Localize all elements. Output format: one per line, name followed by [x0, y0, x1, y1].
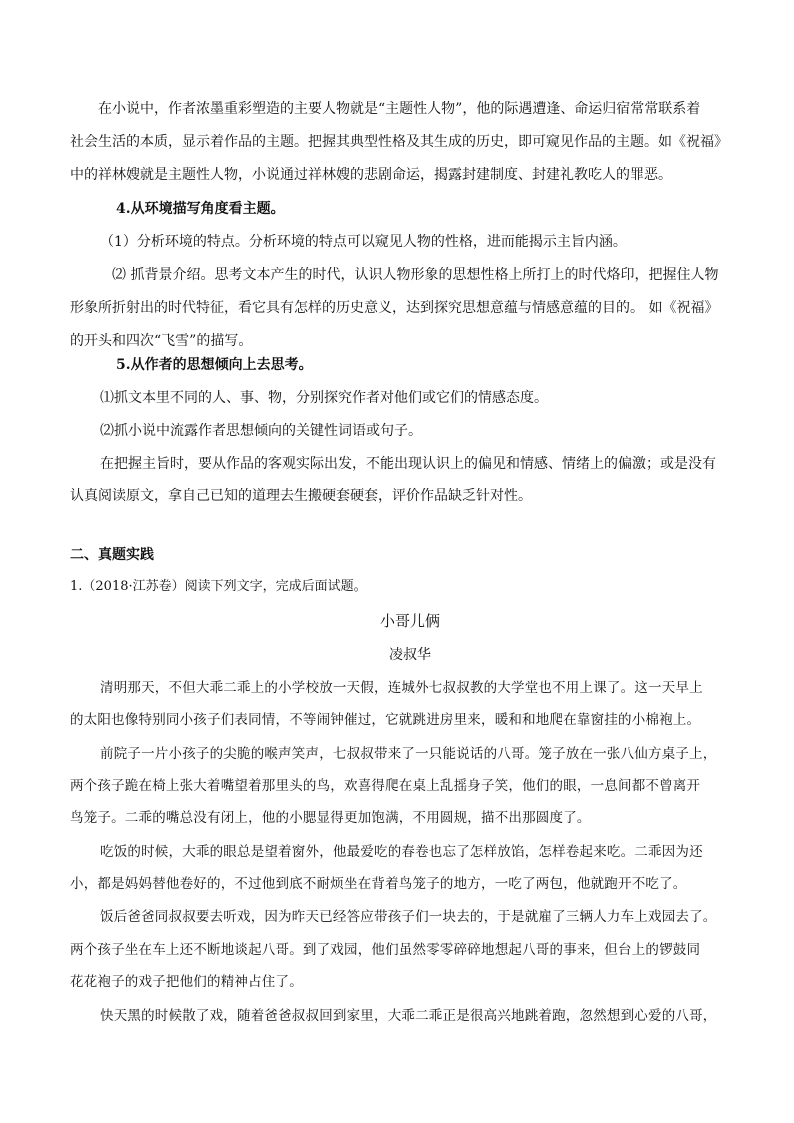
story-line: 清明那天，不但大乖二乖上的小学校放一天假，连城外七叔叔教的大学堂也不用上课了。这一天早上	[100, 680, 703, 696]
story-line: 吃饭的时候，大乖的眼总是望着窗外，他最爱吃的春卷也忘了怎样放馅，怎样卷起来吃。二乖因为还	[100, 844, 703, 860]
heading-4-item2-line2: 形象所折射出的时代特征，看它具有怎样的历史意义，达到探究思想意蕴与情感意蕴的目的。 如《祝福》	[70, 300, 719, 316]
intro-p1-line1: 在小说中，作者浓墨重彩塑造的主要人物就是“主题性人物”，他的际遇遭逢、命运归宿常常联系着	[98, 101, 701, 117]
heading-5: 5.从作者的思想倾向上去思考。	[116, 357, 313, 373]
heading-5-item1: ⑴抓文本里不同的人、事、物，分别探究作者对他们或它们的情感态度。	[100, 390, 548, 406]
story-line: 两个孩子坐在车上还不断地谈起八哥。到了戏园，他们虽然零零碎碎地想起八哥的事来，但台上的锣鼓同	[70, 942, 701, 958]
story-line: 的太阳也像特别同小孩子们表同情，不等闹钟催过，它就跳进房里来，暖和和地爬在靠窗挂的小棉袍上。	[70, 712, 701, 728]
heading-4-item2-line3: 的开头和四次“飞雪”的描写。	[70, 333, 253, 349]
story-line: 小，都是妈妈替他卷好的，不过他到底不耐烦坐在背着鸟笼子的地方，一吃了两包，他就跑开不吃了。	[70, 876, 687, 892]
story-line: 鸟笼子。二乖的嘴总没有闭上，他的小腮显得更加饱满，不用圆规，描不出那圆度了。	[70, 810, 591, 826]
story-author: 凌叔华	[389, 647, 431, 663]
intro-p1-line2: 社会生活的本质，显示着作品的主题。把握其典型性格及其生成的历史，即可窥见作品的主题。如《祝福》	[70, 134, 728, 150]
story-line: 饭后爸爸同叔叔要去听戏，因为昨天已经答应带孩子们一块去的，于是就雇了三辆人力车上戏园去了。	[100, 909, 717, 925]
story-title: 小哥儿俩	[380, 612, 441, 630]
story-line: 两个孩子跪在椅上张大着嘴望着那里头的鸟，欢喜得爬在桌上乱摇身子笑，他们的眼，一息间都不曾离开	[70, 778, 701, 794]
question-1-prompt: 1.（2018·江苏卷）阅读下列文字，完成后面试题。	[70, 579, 367, 594]
heading-4-item1: （1）分析环境的特点。分析环境的特点可以窥见人物的性格，进而能揭示主旨内涵。	[100, 234, 627, 250]
story-line: 花花袍子的戏子把他们的精神占住了。	[70, 974, 303, 990]
intro-end-line2: 认真阅读原文，拿自己已知的道理去生搬硬套硬套，评价作品缺乏针对性。	[70, 488, 532, 504]
heading-5-item2: ⑵抓小说中流露作者思想倾向的关键性词语或句子。	[100, 423, 422, 439]
intro-end-line1: 在把握主旨时，要从作品的客观实际出发，不能出现认识上的偏见和情感、情绪上的偏激；或是没有	[100, 456, 716, 472]
story-line: 前院子一片小孩子的尖脆的喉声笑声，七叔叔带来了一只能说话的八哥。笼子放在一张八仙方桌子上，	[100, 746, 717, 762]
story-line: 快天黑的时候散了戏，随着爸爸叔叔回到家里，大乖二乖正是很高兴地跳着跑，忽然想到心爱的八哥，	[100, 1008, 717, 1024]
section-2-heading: 二、真题实践	[70, 547, 154, 563]
intro-p1-line3: 中的祥林嫂就是主题性人物，小说通过祥林嫂的悲剧命运，揭露封建制度、封建礼教吃人的罪恶。	[70, 167, 672, 183]
heading-4: 4.从环境描写角度看主题。	[116, 201, 285, 217]
heading-4-item2-line1: ⑵ 抓背景介绍。思考文本产生的时代，认识人物形象的思想性格上所打上的时代烙印，把握住人物	[112, 267, 719, 283]
